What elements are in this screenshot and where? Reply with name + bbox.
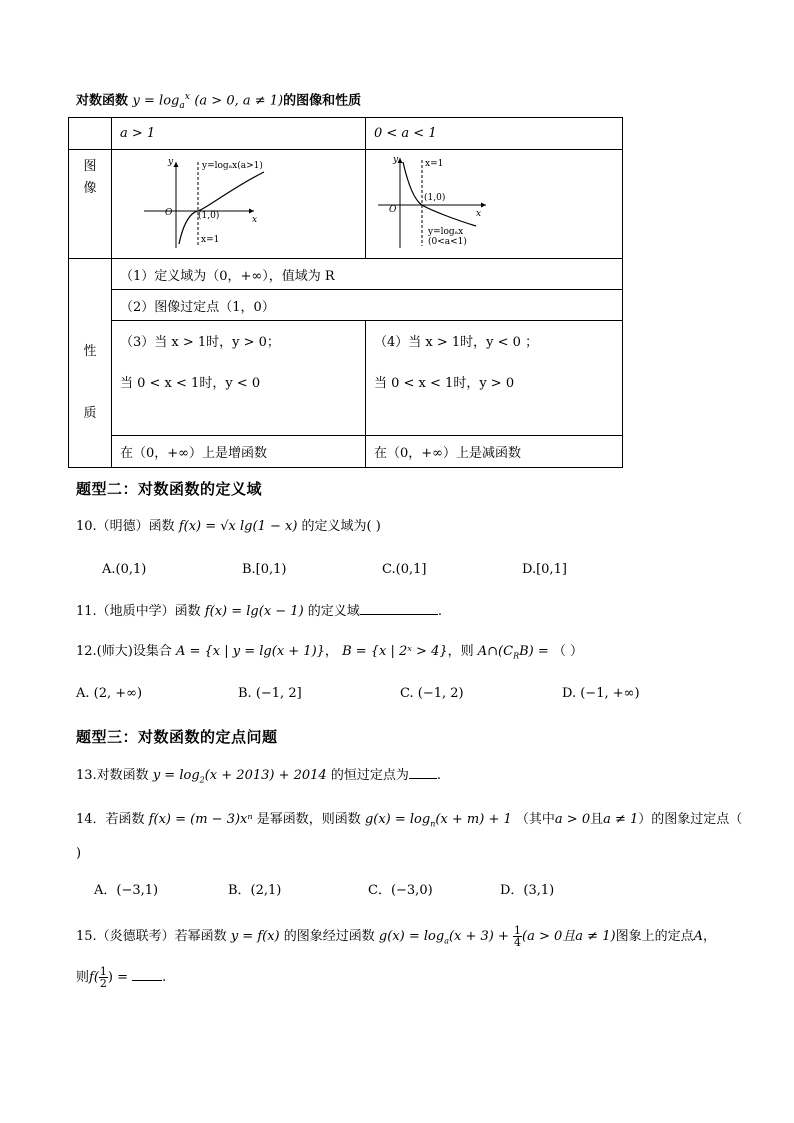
- prop-monotone-decreasing: 在（0，+∞）上是减函数: [366, 436, 623, 468]
- row-prop-label: 性 质: [69, 259, 112, 468]
- q11-stem: 11.（地质中学）函数 f(x) = lg(x − 1) 的定义域 .: [76, 604, 442, 619]
- q12-set-a: A = {x | y = lg(x + 1)}: [175, 644, 325, 659]
- intro-line: [76, 88, 361, 115]
- g2-x-label: x: [476, 209, 482, 219]
- q12-set-b: B = {x | 2ˣ > 4}: [342, 644, 448, 659]
- q14-option-a: A．(−3,1): [94, 883, 159, 898]
- section3-title: 题型三：对数函数的定点问题: [76, 728, 278, 746]
- corner-cell: [69, 118, 112, 150]
- q12-option-d: D. (−1, +∞): [562, 686, 640, 701]
- intro-sup: x: [184, 92, 190, 102]
- q15-stem: 15.（炎德联考）若幂函数 y = f(x) 的图象经过函数 $g(x) = \log_a(x + 3)$ + $\frac{1}{4}$ (a > 0且a ≠ 1)图象上的定点A，: [76, 924, 716, 949]
- row-image-label: 图 像: [69, 150, 112, 259]
- q14-option-d: D．(3,1): [500, 883, 555, 898]
- g2-y-label: y: [393, 155, 399, 165]
- q15-half: $\frac{1}{2}$: [99, 965, 107, 990]
- q11-formula: f(x) = lg(x − 1): [204, 604, 304, 619]
- graph1-cell: [112, 150, 366, 259]
- g1-y-label: y: [168, 157, 174, 167]
- intro-prefix: 对数函数: [76, 93, 129, 109]
- intro-cond: (a > 0, a ≠ 1): [194, 93, 284, 109]
- graph2-cell: [366, 150, 623, 259]
- q13-formula: $y = \log_2(x + 2013) + 2014$: [152, 768, 327, 785]
- q12-option-b: B. (−1, 2]: [238, 686, 302, 701]
- q12-option-c: C. (−1, 2): [400, 686, 464, 701]
- prop-monotone-increasing: 在（0，+∞）上是增函数: [112, 436, 366, 468]
- q10-option-c: C.(0,1]: [382, 562, 427, 577]
- col2-header: 0 < a < 1: [366, 118, 623, 150]
- q13-blank: [409, 778, 437, 779]
- q10-formula: f(x) = √x lg(1 − x): [178, 519, 298, 534]
- prop-sign-decreasing: （4）当 x > 1时，y < 0 ； 当 0 < x < 1时，y > 0: [366, 321, 623, 436]
- log-properties-table: [68, 117, 623, 468]
- g2-asym: x=1: [425, 159, 444, 169]
- intro-sub: a: [179, 100, 185, 111]
- q12-expr: $A\cap(C_RB)$ =: [477, 644, 549, 661]
- q15-fraction: $\frac{1}{4}$: [514, 924, 522, 949]
- q13-stem: 13.对数函数 $y = \log_2(x + 2013) + 2014$ 的恒过定点为 .: [76, 768, 441, 785]
- graph-increasing-log: [112, 150, 366, 254]
- col1-header: a > 1: [112, 118, 366, 150]
- g2-origin: O: [389, 205, 397, 215]
- graph-decreasing-log: [366, 150, 623, 254]
- intro-suffix: 的图像和性质: [283, 93, 362, 109]
- q14-option-b: B．(2,1): [228, 883, 282, 898]
- g1-x-label: x: [252, 215, 258, 225]
- q10-option-b: B.[0,1): [242, 562, 287, 577]
- q10-option-d: D.[0,1]: [522, 562, 567, 577]
- q14-line2: ): [76, 846, 82, 861]
- q10-stem: 10.（明德）函数 f(x) = √x lg(1 − x) 的定义域为( ): [76, 519, 381, 534]
- q15-line2: 则f( $\frac{1}{2}$ ) = .: [76, 965, 167, 990]
- q14-stem: 14．若函数 f(x) = (m − 3)xⁿ 是幂函数，则函数 $g(x) = \log_n(x + m) + 1$ （其中a > 0且a ≠ 1）的图象过定点（: [76, 812, 743, 829]
- g1-point: (1,0): [198, 211, 220, 221]
- g1-curve-label: y=logₐx(a>1): [202, 161, 263, 171]
- g2-point: (1,0): [424, 193, 446, 203]
- g2-curve-label: y=logₐx: [428, 227, 464, 237]
- prop-fixed-point: （2）图像过定点（1，0）: [112, 290, 623, 321]
- g1-asym: x=1: [201, 235, 220, 245]
- prop-domain-range: （1）定义域为（0，+∞），值域为 R: [112, 259, 623, 290]
- q14-option-c: C．(−3,0): [368, 883, 433, 898]
- q10-option-a: A.(0,1): [102, 562, 147, 577]
- section2-title: 题型二：对数函数的定义域: [76, 480, 263, 498]
- prop-sign-increasing: （3）当 x > 1时，y > 0； 当 0 < x < 1时，y < 0: [112, 321, 366, 436]
- q11-blank: [360, 614, 438, 615]
- q12-stem: 12.(师大)设集合 A = {x | y = lg(x + 1)}， B = {x | 2ˣ > 4}，则 $A\cap(C_RB)$ = （ ）: [76, 644, 584, 661]
- q15-blank: [132, 980, 162, 981]
- g2-curve-label2: (0<a<1): [428, 237, 467, 247]
- g1-origin: O: [165, 208, 173, 218]
- intro-formula: y = log: [132, 93, 180, 109]
- q12-option-a: A. (2, +∞): [76, 686, 143, 701]
